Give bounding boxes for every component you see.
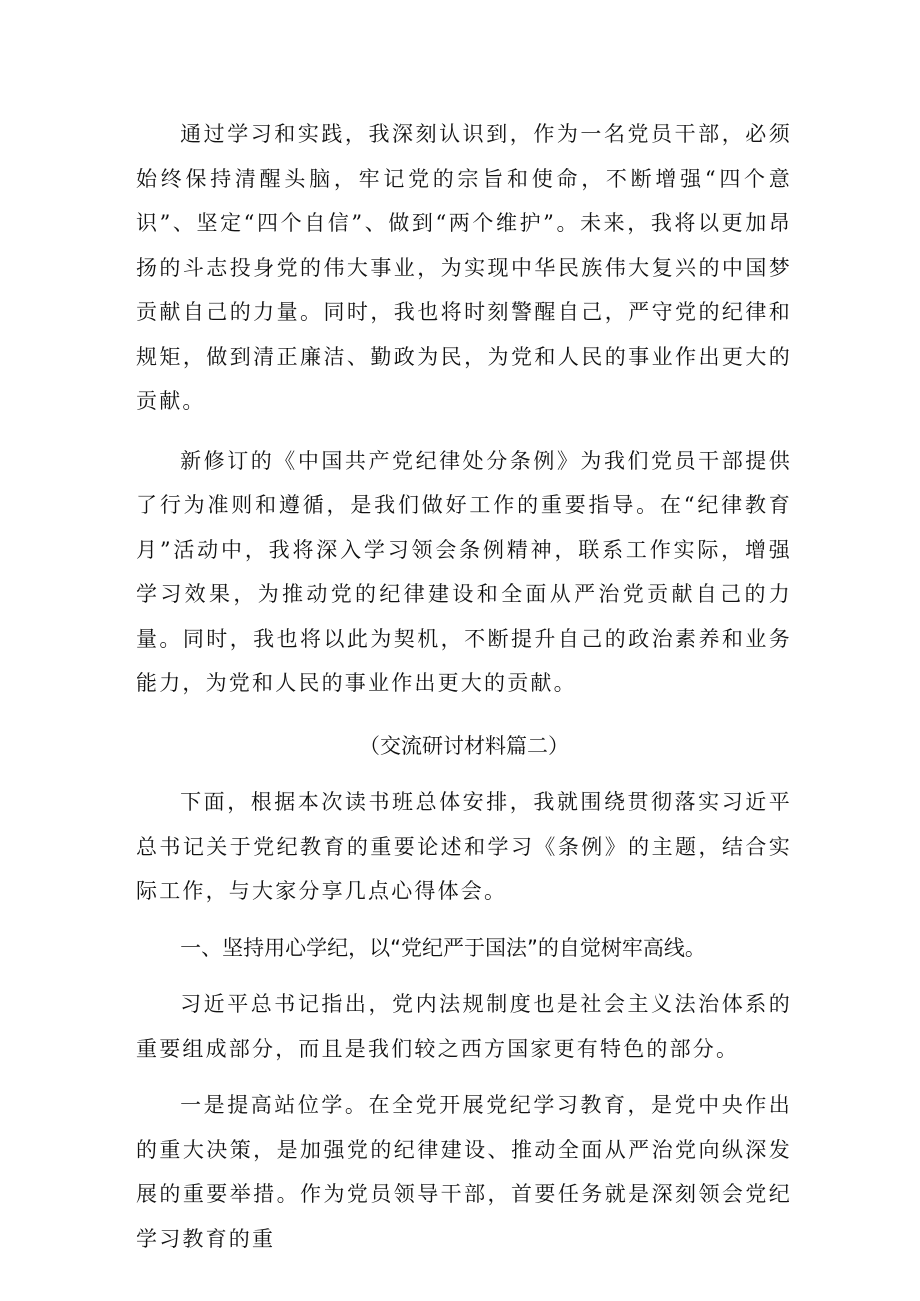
section-title: （交流研讨材料篇二） [359,733,569,758]
paragraph-quote: 习近平总书记指出，党内法规制度也是社会主义法治体系的重要组成部分，而且是我们较之西方国家更有特色的部分。 [136,992,792,1061]
paragraph-regulations: 新修订的《中国共产党纪律处分条例》为我们党员干部提供了行为准则和遵循，是我们做好工作的重要指导。在“纪律教育月”活动中，我将深入学习领会条例精神，联系工作实际，增强学习效果，为推动党的纪律建设和全面从严治党贡献自己的力量。同时，我也将以此为契机，不断提升自己的政治素养和业务能力，为党和人民的事业作出更大的贡献。 [136,448,792,695]
paragraph-conclusion: 通过学习和实践，我深刻认识到，作为一名党员干部，必须始终保持清醒头脑，牢记党的宗旨和使命，不断增强“四个意识”、坚定“四个自信”、做到“两个维护”。未来，我将以更加昂扬的斗志投身党的伟大事业，为实现中华民族伟大复兴的中国梦贡献自己的力量。同时，我也将时刻警醒自己，严守党的纪律和规矩，做到清正廉洁、勤政为民，为党和人民的事业作出更大的贡献。 [136,122,792,413]
paragraph-intro: 下面，根据本次读书班总体安排，我就围绕贯彻落实习近平总书记关于党纪教育的重要论述和学习《条例》的主题，结合实际工作，与大家分享几点心得体会。 [136,790,792,903]
heading-one: 一、坚持用心学纪，以“党纪严于国法”的自觉树牢高线。 [180,935,706,960]
document-body [136,112,792,1261]
paragraph-point-one: 一是提高站位学。在全党开展党纪学习教育，是党中央作出的重大决策，是加强党的纪律建设、推动全面从严治党向纵深发展的重要举措。作为党员领导干部，首要任务就是深刻领会党纪学习教育的重 [136,1093,792,1251]
